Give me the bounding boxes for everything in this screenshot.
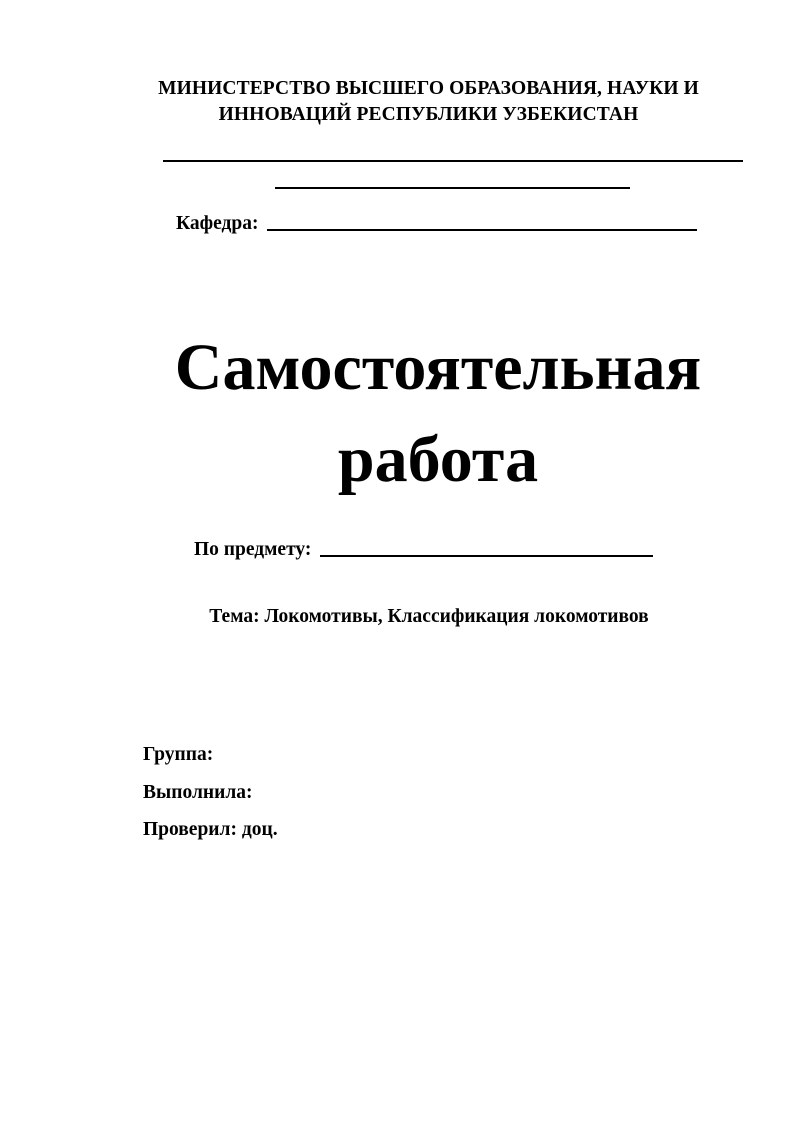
- completed-by-field: Выполнила:: [143, 782, 253, 803]
- group-field: Группа:: [143, 744, 214, 765]
- checked-by-field: Проверил: доц.: [143, 819, 278, 840]
- title-line-1: Самостоятельная: [174, 331, 702, 404]
- ministry-line-2: ИННОВАЦИЙ РЕСПУБЛИКИ УЗБЕКИСТАН: [218, 104, 639, 125]
- title-line-2: работа: [337, 423, 539, 496]
- subject-label: По предмету:: [194, 539, 312, 560]
- subject-blank-line: [320, 533, 653, 557]
- topic-line: Тема: Локомотивы, Классификация локомотивов: [209, 606, 649, 627]
- faculty-blank-line: [275, 187, 630, 189]
- department-blank-line: [267, 207, 697, 231]
- document-title: [100, 322, 776, 506]
- university-blank-line: [163, 160, 743, 162]
- ministry-line-1: МИНИСТЕРСТВО ВЫСШЕГО ОБРАЗОВАНИЯ, НАУКИ И: [158, 78, 699, 99]
- subject-row: [194, 531, 653, 563]
- department-row: [176, 205, 697, 237]
- department-label: Кафедра:: [176, 213, 259, 234]
- ministry-header: [100, 76, 757, 128]
